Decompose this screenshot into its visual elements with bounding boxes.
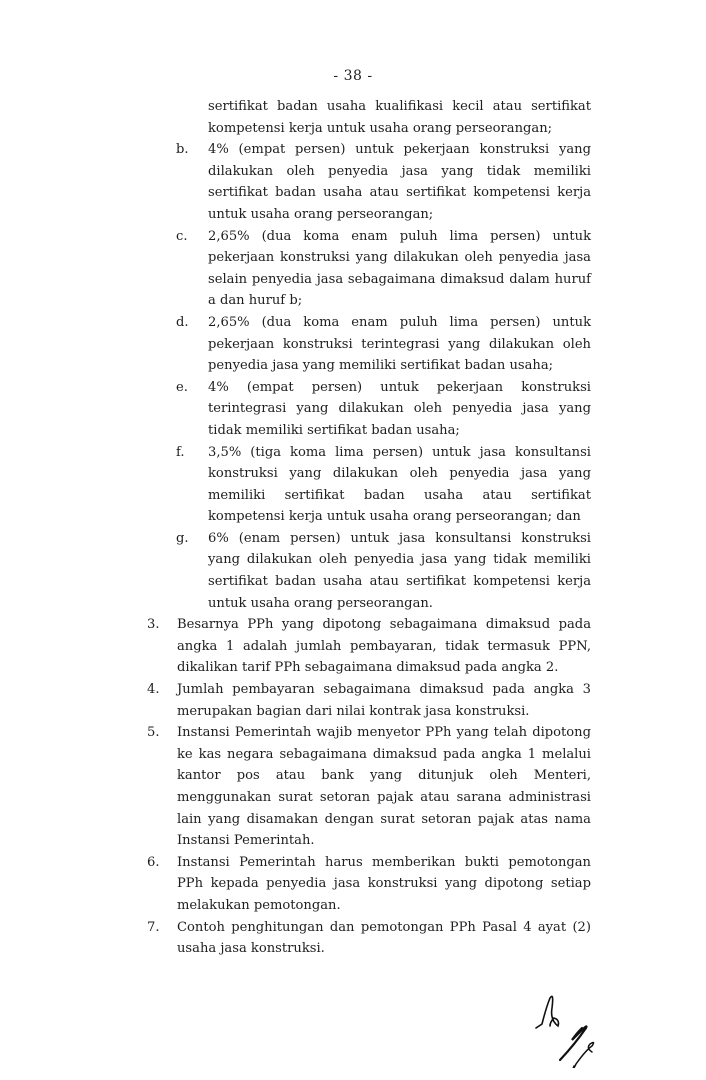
list-marker: 4. [147,682,160,698]
numbered-item-7 [0,917,706,960]
list-marker: 3. [147,617,160,633]
list-marker: 5. [147,725,160,741]
list-item-text: Contoh penghitungan dan pemotongan PPh Pasal 4 ayat (2) usaha jasa konstruksi. [177,919,591,957]
list-item-f [0,442,706,528]
document-body [0,96,706,960]
list-item-text: 3,5% (tiga koma lima persen) untuk jasa konsultansi konstruksi yang dilakukan oleh penyedia jasa yang memiliki sertifikat badan usaha atau sertifikat kompetensi kerja untuk usaha orang perseorangan; dan [208,444,591,525]
list-marker: d. [176,314,189,330]
list-item-e [0,377,706,442]
numbered-item-3 [0,614,706,679]
list-item-d [0,312,706,377]
continued-paragraph [0,96,706,139]
list-item-text: Besarnya PPh yang dipotong sebagaimana dimaksud pada angka 1 adalah jumlah pembayaran, tidak termasuk PPN, dikalikan tarif PPh sebagaimana dimaksud pada angka 2. [177,617,591,676]
list-item-text: 4% (empat persen) untuk pekerjaan konstruksi terintegrasi yang dilakukan oleh penyedia jasa yang tidak memiliki sertifikat badan usaha; [208,379,591,438]
list-item-text: Instansi Pemerintah harus memberikan bukti pemotongan PPh kepada penyedia jasa konstruksi yang dipotong setiap melakukan pemotongan. [177,854,591,913]
list-item-text: Jumlah pembayaran sebagaimana dimaksud pada angka 3 merupakan bagian dari nilai kontrak jasa konstruksi. [177,682,591,719]
list-item-text: 2,65% (dua koma enam puluh lima persen) untuk pekerjaan konstruksi terintegrasi yang dilakukan oleh penyedia jasa yang memiliki sertifikat badan usaha; [208,314,591,374]
list-item-text: 4% (empat persen) untuk pekerjaan konstruksi yang dilakukan oleh penyedia jasa yang tidak memiliki sertifikat badan usaha atau sertifikat kompetensi kerja untuk usaha orang perseorangan; [208,142,591,222]
list-item-text: 2,65% (dua koma enam puluh lima persen) untuk pekerjaan konstruksi yang dilakukan oleh penyedia jasa selain penyedia jasa sebagaimana dimaksud dalam huruf a dan huruf b; [208,228,591,309]
list-marker: b. [176,142,189,158]
list-item-c [0,226,706,312]
list-marker: g. [176,530,189,546]
list-item-g [0,528,706,614]
list-marker: 7. [147,919,160,935]
list-marker: c. [176,228,188,244]
list-marker: f. [176,444,185,460]
signature-initials-icon [530,968,630,1068]
page-number: - 38 - [333,68,373,84]
numbered-item-6 [0,852,706,917]
list-marker: e. [176,379,188,395]
numbered-item-5 [0,722,706,852]
list-item-text: 6% (enam persen) untuk jasa konsultansi konstruksi yang dilakukan oleh penyedia jasa yang tidak memiliki sertifikat badan usaha atau sertifikat kompetensi kerja untuk usaha orang perseorangan. [208,530,591,611]
list-item-b [0,139,706,225]
paragraph-text: sertifikat badan usaha kualifikasi kecil atau sertifikat kompetensi kerja untuk usaha orang perseorangan; [208,99,591,136]
list-marker: 6. [147,854,160,870]
list-item-text: Instansi Pemerintah wajib menyetor PPh yang telah dipotong ke kas negara sebagaimana dimaksud pada angka 1 melalui kantor pos atau bank yang ditunjuk oleh Menteri, menggunakan surat setoran pajak atau sarana administrasi lain yang disamakan dengan surat setoran pajak atas nama Instansi Pemerintah. [177,725,591,849]
numbered-item-4 [0,679,706,722]
